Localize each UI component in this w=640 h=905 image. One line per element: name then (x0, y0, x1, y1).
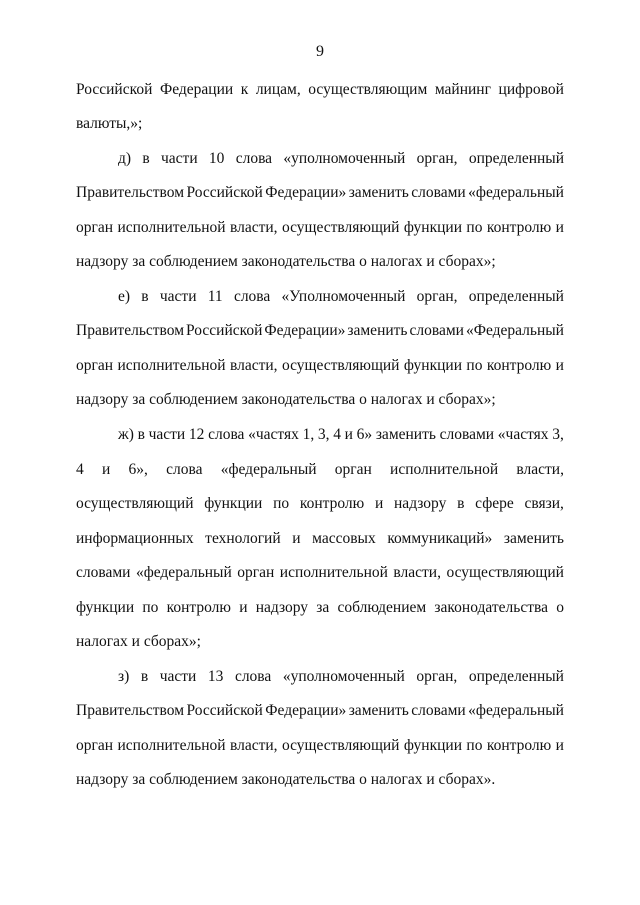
word: «частях (248, 426, 299, 443)
word: исполнительной (117, 219, 226, 236)
word: контролю (486, 219, 552, 236)
word: «уполномоченный (282, 668, 405, 685)
text-line (118, 425, 564, 445)
word: по (273, 495, 290, 512)
word: 13 (207, 668, 224, 685)
word: майнинг (434, 81, 491, 98)
text-line (76, 218, 564, 238)
word: функции (403, 737, 462, 754)
word: д) (118, 150, 132, 167)
word: функции (403, 357, 462, 374)
text-line (76, 701, 564, 721)
word: и (239, 599, 248, 616)
word: «частях (497, 426, 549, 443)
word: за (316, 599, 330, 616)
word: цифровой (498, 81, 564, 98)
word: к (240, 81, 249, 98)
word: Федерации» (265, 184, 347, 201)
text-line (76, 563, 564, 583)
word: и (292, 530, 301, 547)
word: осуществляющий (281, 357, 400, 374)
word: слова (234, 668, 272, 685)
word: орган, (416, 150, 458, 167)
word: словами (411, 184, 466, 201)
word: власти, (230, 357, 278, 374)
word: исполнительной (390, 461, 499, 478)
word: информационных (76, 530, 194, 547)
word: «федеральный (135, 564, 232, 581)
word: определенный (468, 150, 564, 167)
word: з) (118, 668, 130, 685)
word: 3, (552, 426, 564, 443)
word: 4 (76, 461, 84, 478)
word: осуществляющим (308, 81, 428, 98)
word: осуществляющий (76, 495, 194, 512)
word: Федерации» (265, 702, 347, 719)
word: «Уполномоченный (281, 288, 406, 305)
word: по (142, 599, 159, 616)
text-line (76, 736, 564, 756)
word: 4 (333, 426, 341, 443)
word: в (457, 495, 465, 512)
word: исполнительной (117, 357, 226, 374)
word: контролю (166, 599, 231, 616)
word: 6» (356, 426, 373, 443)
word: слова (235, 150, 273, 167)
word: осуществляющий (281, 219, 400, 236)
word: исполнительной (279, 564, 388, 581)
word: и (555, 219, 564, 236)
word: 6», (128, 461, 148, 478)
word: контролю (486, 357, 552, 374)
word: орган, (416, 288, 458, 305)
word: надзору (394, 495, 447, 512)
word: части (148, 426, 186, 443)
word: заменить (348, 702, 409, 719)
word: осуществляющий (446, 564, 564, 581)
word: определенный (468, 288, 564, 305)
word: 12 (188, 426, 205, 443)
word: и (555, 737, 564, 754)
word: части (160, 150, 198, 167)
word: орган (334, 461, 372, 478)
word: Правительством (76, 702, 185, 719)
text-line (76, 183, 564, 203)
word: надзору (255, 599, 309, 616)
text-line (76, 598, 564, 618)
word: функции (204, 495, 263, 512)
word: определенный (468, 668, 564, 685)
word: сфере (475, 495, 514, 512)
word: законодательства (434, 599, 548, 616)
word: орган (76, 357, 114, 374)
word: и (374, 495, 384, 512)
word: заменить (347, 322, 408, 339)
word: «федеральный (468, 702, 564, 719)
word: Российской (76, 81, 153, 98)
word: «федеральный (220, 461, 317, 478)
word: технологий (205, 530, 281, 547)
word: Правительством (76, 184, 185, 201)
word: словами (76, 564, 131, 581)
word: в (140, 668, 149, 685)
text-line (118, 287, 564, 307)
word: орган (237, 564, 275, 581)
page-number: 9 (316, 43, 324, 60)
text-line: надзору за соблюдением законодательства о налогах и сборах». (76, 771, 496, 788)
word: «уполномоченный (283, 150, 406, 167)
word: словами (409, 322, 464, 339)
word: заменить (375, 426, 436, 443)
word: осуществляющий (281, 737, 400, 754)
word: контролю (299, 495, 365, 512)
word: слова (208, 426, 245, 443)
word: орган (76, 737, 114, 754)
text-line (76, 356, 564, 376)
text-line (118, 149, 564, 169)
word: Российской (186, 184, 263, 201)
word: власти, (230, 219, 278, 236)
word: лицам, (255, 81, 301, 98)
word: функции (76, 599, 135, 616)
word: и (101, 461, 111, 478)
word: Федерации (159, 81, 234, 98)
word: Российской (186, 322, 263, 339)
text-line (76, 321, 564, 341)
text-line: надзору за соблюдением законодательства о налогах и сборах»; (76, 253, 496, 270)
word: в (137, 426, 145, 443)
word: контролю (486, 737, 552, 754)
word: ж) (118, 426, 134, 443)
word: словами (439, 426, 495, 443)
word: исполнительной (117, 737, 226, 754)
word: части (159, 668, 197, 685)
text-line (76, 494, 564, 514)
word: власти, (393, 564, 441, 581)
word: власти, (230, 737, 278, 754)
word: слова (166, 461, 203, 478)
word: по (466, 737, 483, 754)
text-line: налогах и сборах»; (76, 633, 201, 650)
text-line (76, 460, 564, 480)
word: «федеральный (468, 184, 564, 201)
word: Российской (186, 702, 263, 719)
word: связи, (524, 495, 564, 512)
word: по (466, 219, 483, 236)
word: слова (233, 288, 271, 305)
word: 3, (317, 426, 330, 443)
word: власти, (516, 461, 564, 478)
word: по (466, 357, 483, 374)
word: функции (403, 219, 462, 236)
word: 10 (208, 150, 225, 167)
word: е) (118, 288, 131, 305)
word: Федерации» (264, 322, 346, 339)
word: Правительством (76, 322, 185, 339)
word: соблюдением (337, 599, 427, 616)
text-line: надзору за соблюдением законодательства о налогах и сборах»; (76, 391, 496, 408)
word: словами (411, 702, 466, 719)
word: заменить (503, 530, 564, 547)
word: в (142, 150, 150, 167)
word: «Федеральный (465, 322, 564, 339)
word: коммуникаций» (387, 530, 493, 547)
word: орган, (416, 668, 458, 685)
text-line (76, 80, 564, 100)
word: заменить (348, 184, 409, 201)
word: и (555, 357, 564, 374)
text-line (118, 667, 564, 687)
word: 11 (207, 288, 223, 305)
word: орган (76, 219, 114, 236)
word: и (344, 426, 353, 443)
text-line: валюты,»; (76, 115, 143, 132)
text-line (76, 529, 564, 549)
word: 1, (302, 426, 315, 443)
word: в (141, 288, 149, 305)
word: о (556, 599, 564, 616)
word: части (159, 288, 197, 305)
word: массовых (312, 530, 376, 547)
